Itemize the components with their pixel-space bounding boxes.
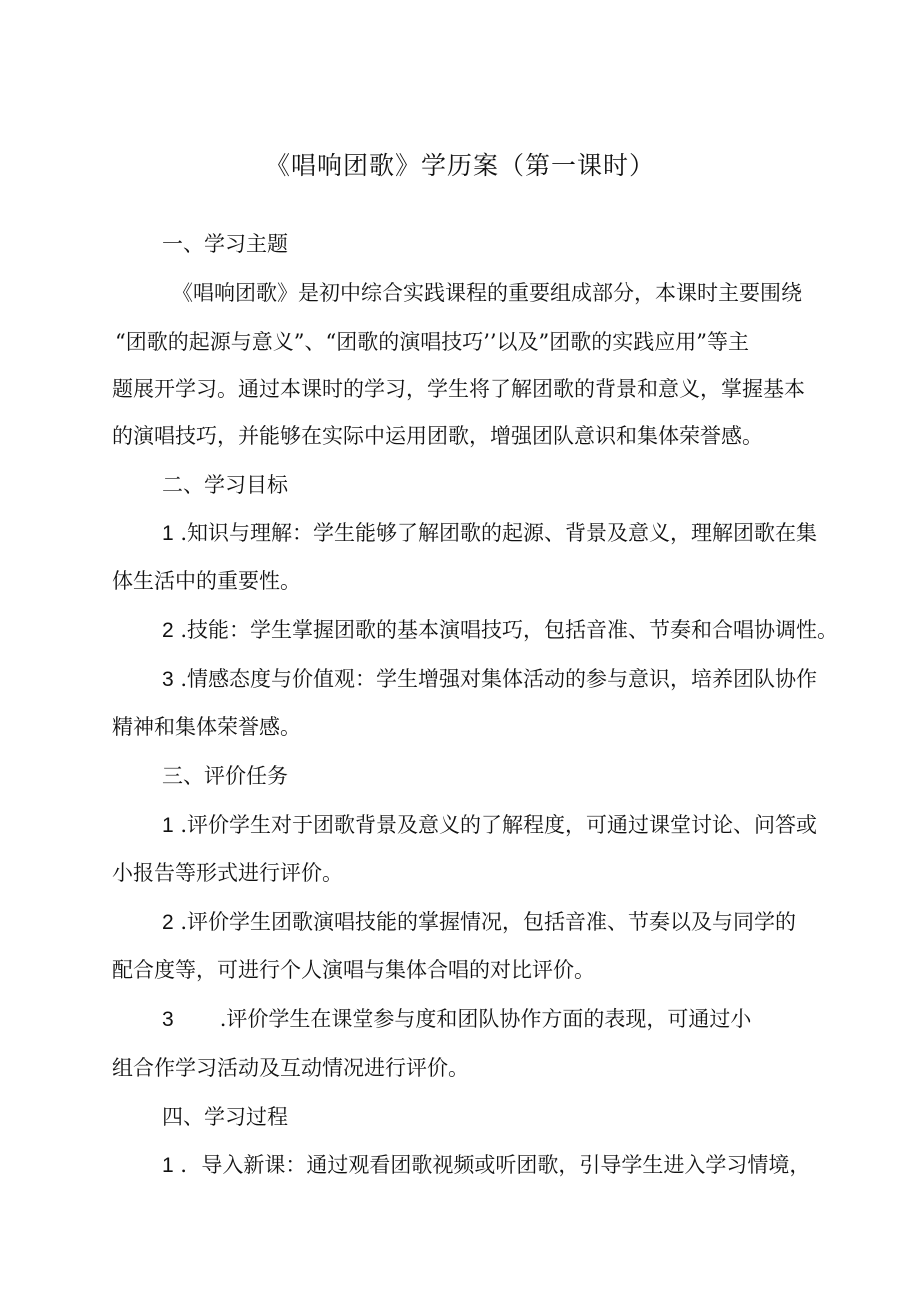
item-number: 1 [162,1154,174,1177]
list-item-continuation: 配合度等，可进行个人演唱与集体合唱的对比评价。 [112,958,595,982]
item-number: 1 [162,522,174,545]
paragraph-line: 的演唱技巧，并能够在实际中运用团歌，增强团队意识和集体荣誉感。 [112,424,763,448]
paragraph-line: 题展开学习。通过本课时的学习，学生将了解团歌的背景和意义，掌握基本 [112,377,805,401]
list-item [162,810,817,841]
item-number: 3 [162,1008,174,1031]
item-text: .知识与理解：学生能够了解团歌的起源、背景及意义，理解团歌在集 [180,521,818,545]
section-heading-learning-goals: 二、学习目标 [162,473,288,497]
item-number: 2 [162,911,174,934]
item-text: .评价学生在课堂参与度和团队协作方面的表现，可通过小 [219,1007,752,1031]
list-item [162,615,838,646]
document-title: 《唱响团歌》学历案（第一课时） [264,151,655,180]
item-text: .技能：学生掌握团歌的基本演唱技巧，包括音准、节奏和合唱协调性。 [180,618,839,642]
list-item-continuation: 小报告等形式进行评价。 [112,861,343,885]
item-text: ．导入新课：通过观看团歌视频或听团歌，引导学生进入学习情境， [180,1153,811,1177]
item-number: 1 [162,814,174,837]
section-heading-learning-process: 四、学习过程 [162,1105,288,1129]
section-heading-learning-theme: 一、学习主题 [162,232,288,256]
list-item-continuation: 体生活中的重要性。 [112,569,301,593]
paragraph-line: 《唱响团歌》是初中综合实践课程的重要组成部分，本课时主要围绕 [172,281,802,305]
list-item [162,1150,810,1181]
section-heading-evaluation-tasks: 三、评价任务 [162,764,288,788]
item-text: .评价学生对于团歌背景及意义的了解程度，可通过课堂讨论、问答或 [180,813,818,837]
list-item [162,518,817,549]
list-item [162,907,796,938]
item-text: .评价学生团歌演唱技能的掌握情况，包括音准、节奏以及与同学的 [180,910,797,934]
item-number: 2 [162,619,174,642]
list-item [162,1004,751,1035]
list-item [162,664,817,695]
list-item-continuation: 精神和集体荣誉感。 [112,715,301,739]
item-number: 3 [162,668,174,691]
item-text: .情感态度与价值观：学生增强对集体活动的参与意识，培养团队协作 [180,667,818,691]
list-item-continuation: 组合作学习活动及互动情况进行评价。 [112,1056,469,1080]
paragraph-line: “团歌的起源与意义”、“团歌的演唱技巧’’以及”团歌的实践应用”等主 [115,330,750,354]
